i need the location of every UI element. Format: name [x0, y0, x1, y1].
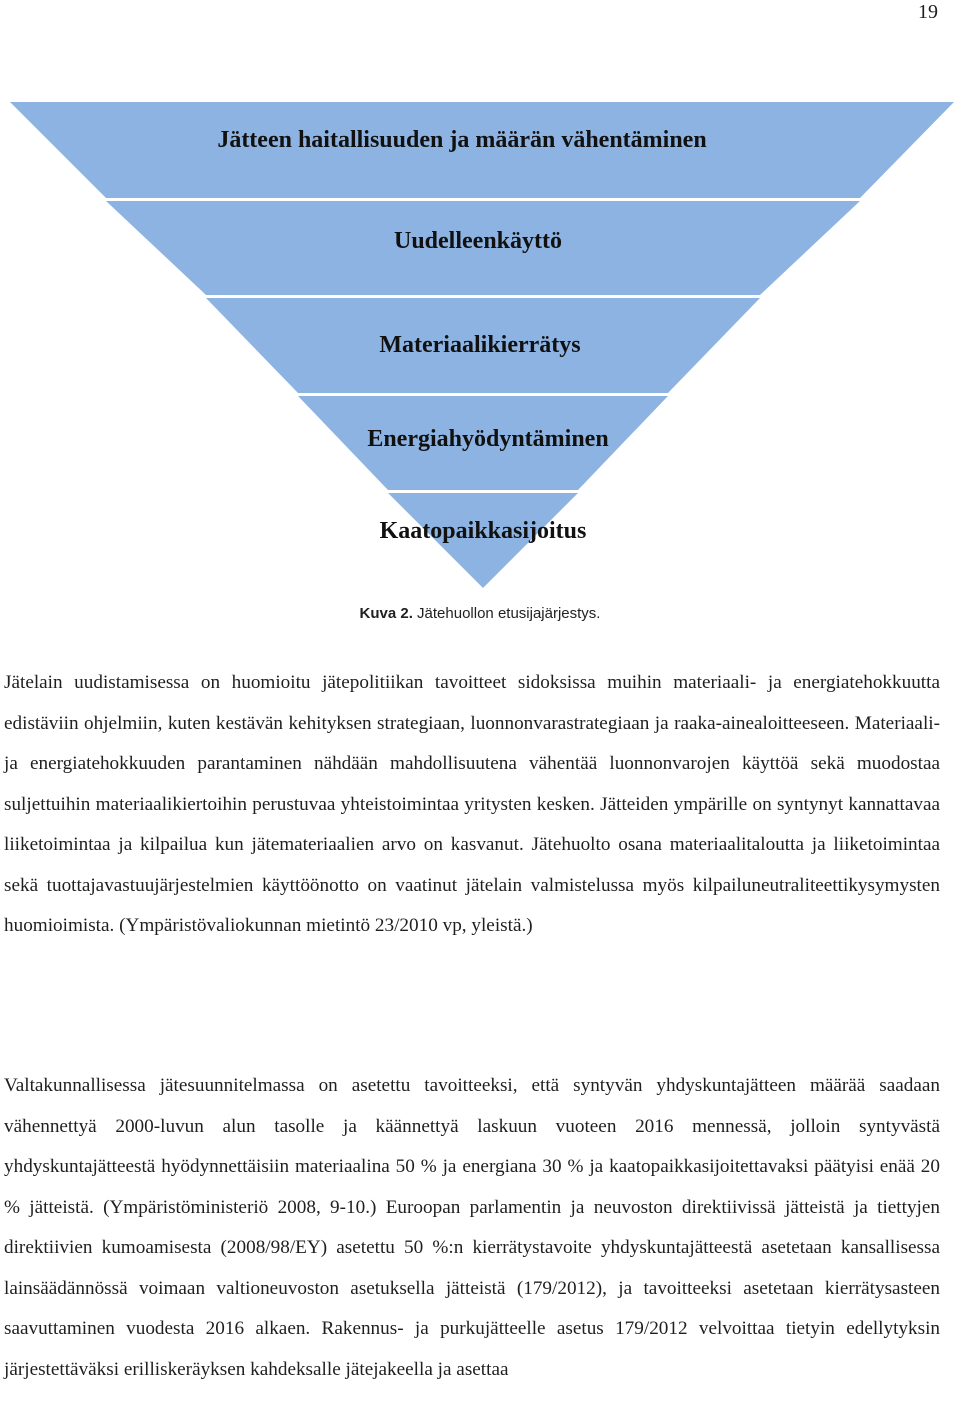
caption-text: Jätehuollon etusijajärjestys. — [412, 605, 601, 622]
caption-label: Kuva 2. — [359, 605, 413, 622]
body-paragraph-2: Valtakunnallisessa jätesuunnitelmassa on asetettu tavoitteeksi, että syntyvän yhdyskuntajätteen määrää saadaan vähennettyä 2000-luvun alun tasolle ja käännettyä laskuun vuoteen 2016 mennessä, jolloin syntyvästä yhdyskuntajätteestä hyödynnettäisiin materiaalina 50 % ja energiana 30 % ja kaatopaikkasijoitettavaksi päätyisi enää 20 % jätteistä. (Ympäristöministeriö 2008, 9-10.) Euroopan parlamentin ja neuvoston direktiivissä jätteistä ja tiettyjen direktiivien kumoamisesta (2008/98/EY) asetettu 50 %:n kierrätystavoite yhdyskuntajätteestä asetetaan kansallisessa lainsäädännössä voimaan valtioneuvoston asetuksella jätteistä (179/2012), ja tavoitteeksi asetetaan kierrätysasteen saavuttaminen vuodesta 2016 alkaen. Rakennus- ja purkujätteelle asetus 179/2012 velvoittaa tietyin edellytyksin järjestettäväksi erilliskeräyksen kahdeksalle jätejakeella ja asettaa — [4, 1075, 940, 1380]
tier-label-landfill: Kaatopaikkasijoitus — [379, 518, 587, 544]
tier-label-energy-recovery: Energiahyödyntäminen — [367, 426, 609, 452]
figure-caption — [0, 604, 960, 624]
body-paragraph-1: Jätelain uudistamisessa on huomioitu jätepolitiikan tavoitteet sidoksissa muihin materiaali- ja energiatehokkuutta edistäviin ohjelmiin, kuten kestävän kehityksen strategiaan, luonnonvarastrategiaan ja raaka-ainealoitteeseen. Materiaali- ja energiatehokkuuden parantaminen nähdään mahdollisuutena vähentää luonnonvarojen käyttöä sekä muodostaa suljettuihin materiaalikiertoihin perustuvaa yhteistoimintaa yritysten kesken. Jätteiden ympärille on syntynyt kannattavaa liiketoimintaa ja kilpailua kun jätemateriaalien arvo on kasvanut. Jätehuolto osana materiaalitaloutta ja liiketoimintaa sekä tuottajavastuujärjestelmien käyttöönotto on vaatinut jätelain valmistelussa myös kilpailuneutraliteettikysymysten huomioimista. (Ympäristövaliokunnan mietintö 23/2010 vp, yleistä.) — [4, 672, 940, 936]
tier-label-reduction: Jätteen haitallisuuden ja määrän vähentäminen — [217, 127, 707, 153]
tier-label-reuse: Uudelleenkäyttö — [394, 228, 562, 254]
tier-label-recycling: Materiaalikierrätys — [379, 332, 581, 358]
waste-hierarchy-diagram — [0, 0, 960, 600]
page-number: 19 — [918, 1, 938, 23]
